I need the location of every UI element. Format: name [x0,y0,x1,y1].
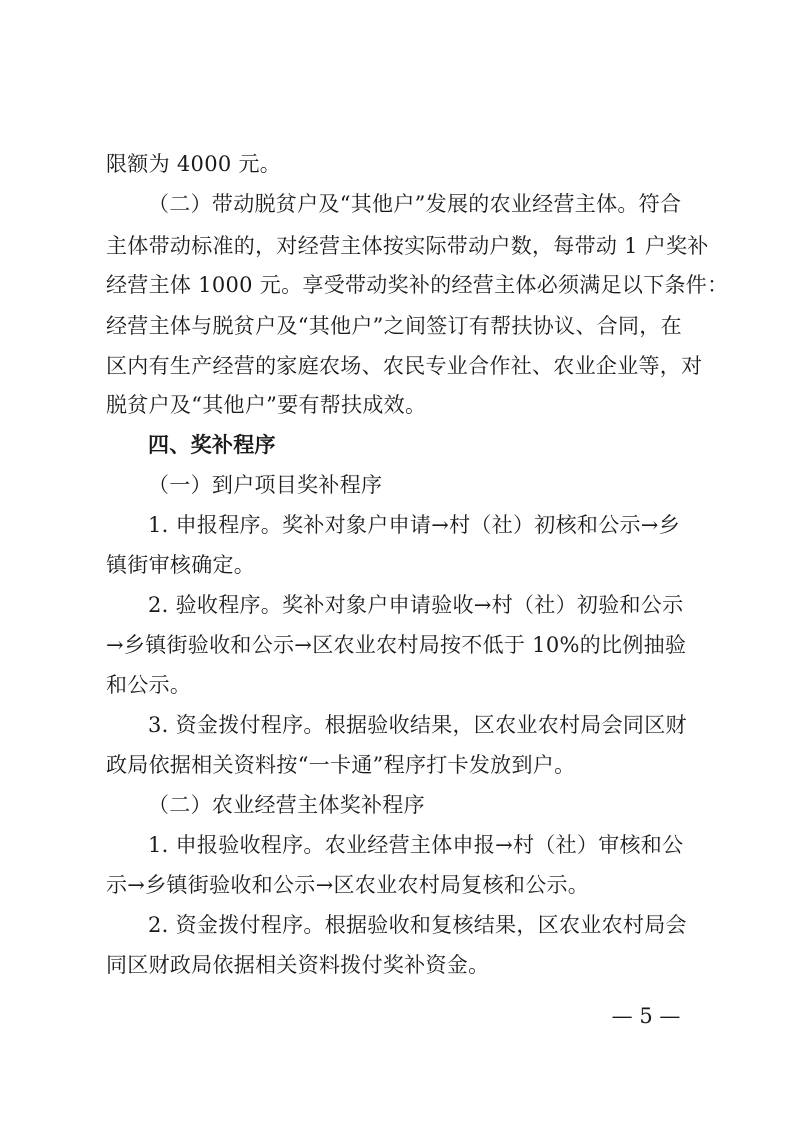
text-line: 同区财政局依据相关资料拨付奖补资金。 [106,953,490,977]
text-line: 镇街审核确定。 [106,553,256,577]
text-line: 示→乡镇街验收和公示→区农业农村局复核和公示。 [106,873,590,897]
subsection-heading: （一）到户项目奖补程序 [148,473,383,497]
text-line: 经营主体与脱贫户及“其他户”之间签订有帮扶协议、合同，在 [106,314,682,338]
paragraph-start: 1. 申报程序。奖补对象户申请→村（社）初核和公示→乡 [148,513,681,537]
text-line: 主体带动标准的，对经营主体按实际带动户数，每带动 1 户奖补 [106,234,709,258]
paragraph-start: 3. 资金拨付程序。根据验收结果，区农业农村局会同区财 [148,713,687,737]
paragraph-start: 2. 验收程序。奖补对象户申请验收→村（社）初验和公示 [148,593,684,617]
text-line: 区内有生产经营的家庭农场、农民专业合作社、农业企业等，对 [106,354,703,378]
text-line: 脱贫户及“其他户”要有帮扶成效。 [106,393,427,417]
text-line: →乡镇街验收和公示→区农业农村局按不低于 10%的比例抽验 [106,633,687,657]
text-line: 限额为 4000 元。 [106,152,282,176]
text-line: 和公示。 [106,673,192,697]
subsection-heading: （二）农业经营主体奖补程序 [148,793,425,817]
paragraph-start: 1. 申报验收程序。农业经营主体申报→村（社）审核和公 [148,833,684,857]
page-number: — 5 — [611,1004,681,1028]
paragraph-start: （二）带动脱贫户及“其他户”发展的农业经营主体。符合 [148,192,682,216]
text-line: 经营主体 1000 元。享受带动奖补的经营主体必须满足以下条件： [106,273,729,297]
text-line: 政局依据相关资料按“一卡通”程序打卡发放到户。 [106,753,576,777]
section-heading: 四、奖补程序 [148,433,276,457]
paragraph-start: 2. 资金拨付程序。根据验收和复核结果，区农业农村局会 [148,913,687,937]
